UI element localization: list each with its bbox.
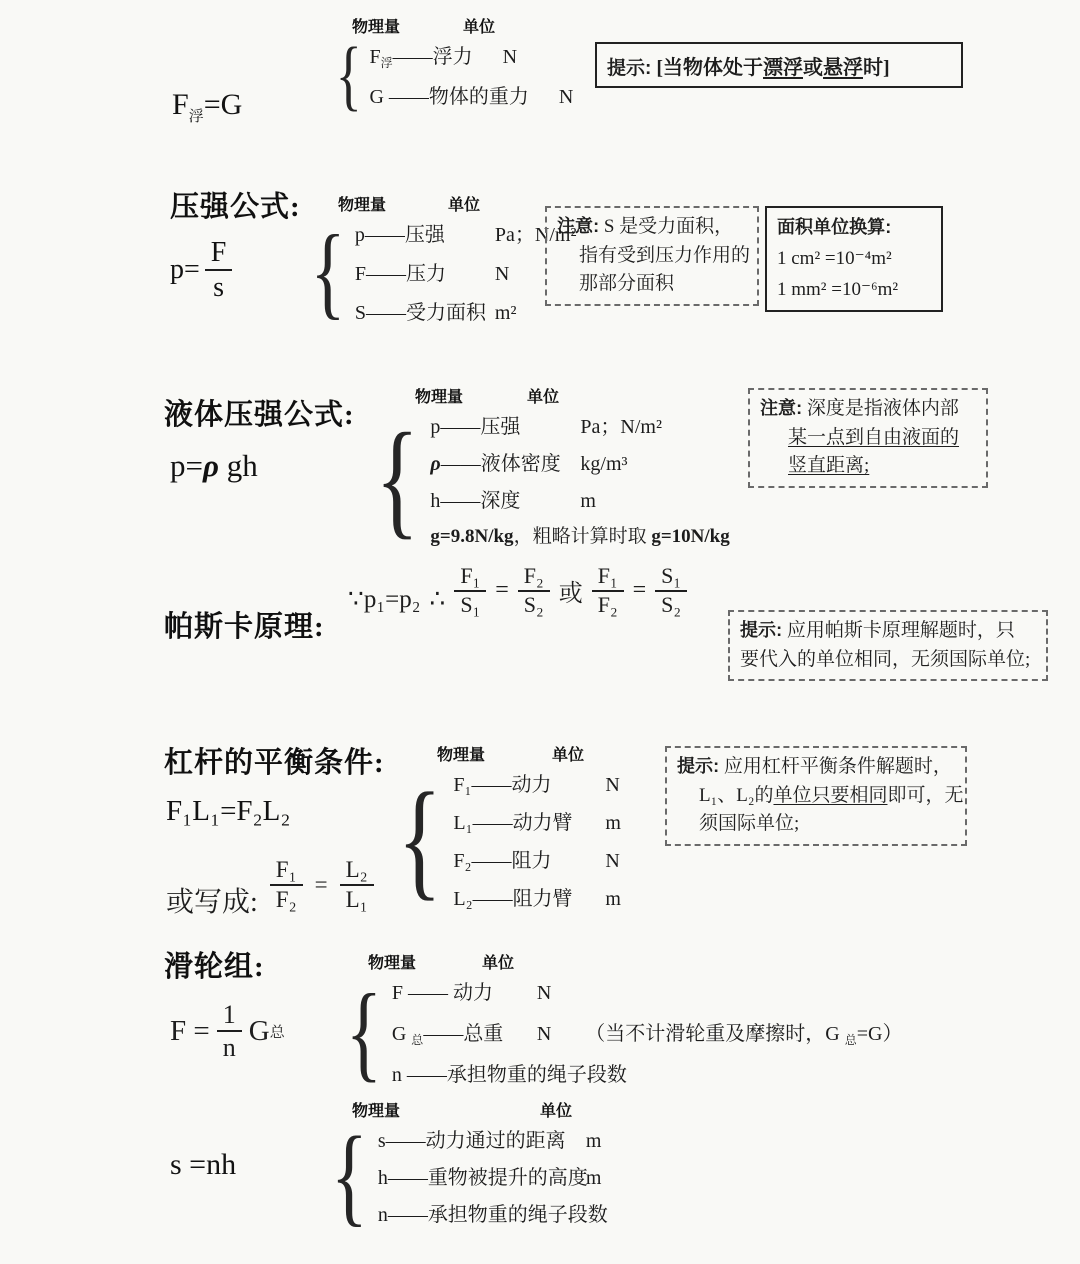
lever-formula: F₁L₁=F₂L₂ (166, 795, 291, 827)
unit-value: m (605, 888, 621, 910)
vars-header (303, 192, 576, 215)
note-label: 注意: (557, 216, 600, 236)
vars-header (330, 14, 573, 37)
unit-value: N (494, 263, 510, 285)
buoyancy-formula: $F_浮=G$ (172, 88, 243, 125)
var-row: F₁——动力 N (453, 774, 620, 796)
fraction: $\frac{\text{F₁}}{\text{F₂}}$ (592, 564, 624, 617)
lever-tip-box: 提示: 应用杠杆平衡条件解题时， L₁、L₂的单位只要相同即可，无 须国际单位; (665, 746, 967, 846)
pressure-note-box: 注意: S 是受力面积， 指有受到压力作用的 那部分面积 (545, 206, 759, 306)
var-row: F₂——阻力 N (453, 850, 620, 872)
unit-value: kg/m³ (580, 453, 628, 475)
rope-vars-block (323, 1098, 608, 1236)
pressure-vars-block (303, 192, 577, 329)
vars-header (338, 950, 903, 973)
unit-value: N (536, 982, 552, 1004)
unit-header: 单位 (527, 389, 560, 406)
qty-header: 物理量 (368, 955, 417, 972)
unit-header: 单位 (540, 1103, 573, 1120)
var-row: s——动力通过的距离 m (377, 1130, 602, 1152)
var-row: G $_总$——总重 N （当不计滑轮重及摩擦时，G $_总$=G） (392, 1017, 903, 1048)
curly-brace: { (397, 765, 442, 913)
curly-brace: { (310, 213, 346, 329)
conversion-row: 1 mm² =10⁻⁶m² (777, 279, 899, 301)
var-row: S——受力面积 m² (354, 302, 517, 324)
var-row: h——深度 m (430, 490, 596, 512)
unit-header: 单位 (463, 19, 496, 36)
var-row: L₂——阻力臂 m (453, 888, 621, 910)
unit-header: 单位 (552, 747, 585, 764)
pressure-formula: p= $\frac{F}{s}$ (170, 237, 232, 304)
unit-header: 单位 (482, 955, 515, 972)
unit-value: m (585, 1130, 602, 1152)
unit-value: N (605, 774, 620, 796)
var-row: F——压力 N (354, 263, 510, 285)
qty-header: 物理量 (352, 19, 401, 36)
unit-value: m² (494, 302, 517, 324)
therefore-sign: ∴ (429, 585, 446, 613)
liquid-pressure-formula: p=ρ gh (170, 448, 258, 483)
curly-brace: { (335, 31, 362, 119)
fraction: $\frac{\text{F₂}}{\text{S₂}}$ (518, 564, 550, 617)
liquid-pressure-section-title: 液体压强公式: (164, 399, 355, 431)
pascal-tip-box: 提示: 应用帕斯卡原理解题时，只 要代入的单位相同，无须国际单位; (728, 610, 1048, 681)
note-label: 注意: (760, 398, 803, 418)
qty-header: 物理量 (338, 197, 387, 214)
tip-label: 提示: (740, 620, 783, 640)
var-row: n ——承担物重的绳子段数 (391, 1064, 627, 1086)
fraction: $\frac{\text{F₁}}{\text{F₂}}$ (270, 857, 303, 913)
qty-header: 物理量 (415, 389, 464, 406)
var-row: F —— 动力 N (391, 982, 552, 1004)
var-row: $F_浮——$浮力 N (369, 46, 518, 70)
curly-brace: { (330, 1114, 368, 1236)
var-row: ρ——液体密度 kg/m³ (430, 453, 628, 475)
conversion-row: 1 cm² =10⁻⁴m² (777, 247, 892, 269)
unit-value: m (580, 490, 596, 512)
pascal-formula: ∵p₁=p₂ ∴ $\frac{\text{F₁}}{\text{S₁}}$ = $\frac{\text{F₂}}{\text{S₂}}$ 或 $\frac{\text{F₁}}{\text{F₂}}$ = $\frac{\text{S₁}}{\text{S₂}}$ (348, 564, 687, 617)
unit-header: 单位 (448, 197, 481, 214)
vars-header (366, 384, 730, 407)
lever-vars-block (388, 742, 621, 911)
lever-section-title: 杠杆的平衡条件: (164, 747, 385, 779)
or-written-as-label: 或写成: (166, 887, 258, 918)
var-row: L₁——动力臂 m (453, 812, 621, 834)
fraction: $\frac{F}{s}$ (205, 237, 233, 304)
buoyancy-tip-box: 提示: [当物体处于漂浮或悬浮时] (595, 42, 963, 88)
qty-header: 物理量 (352, 1103, 401, 1120)
var-row: p——压强 Pa；N/m² (430, 410, 729, 439)
gravity-constant-note: g=9.8N/kg，粗略计算时取 g=10N/kg (430, 526, 730, 547)
var-row: p——压强 Pa；N/m² (355, 218, 577, 247)
qty-header: 物理量 (437, 747, 486, 764)
lever-alt-formula: 或写成: $\frac{\text{F₁}}{\text{F₂}}$ = $\frac{\text{L₂}}{\text{L₁}}$ (166, 850, 374, 920)
liquid-note-box: 注意: 深度是指液体内部 某一点到自由液面的 竖直距离; (748, 388, 988, 488)
curly-brace: { (345, 972, 383, 1092)
curly-brace: { (375, 406, 420, 551)
because-clause: ∵p₁=p₂ (348, 585, 421, 613)
or-word: 或 (558, 581, 583, 608)
unit-value: N (558, 86, 574, 108)
pulley-condition-note: （当不计滑轮重及摩擦时，G $_总$=G） (585, 1023, 903, 1047)
tip-label: 提示: (677, 756, 720, 776)
rope-distance-formula: s =nh (170, 1148, 237, 1181)
fraction: $\frac{\text{F₁}}{\text{S₁}}$ (454, 564, 486, 617)
var-row: h——重物被提升的高度 m (377, 1167, 602, 1189)
pulley-section-title: 滑轮组: (164, 951, 265, 983)
unit-value: N (605, 850, 620, 872)
pressure-section-title: 压强公式: (170, 191, 301, 223)
unit-value: m (585, 1167, 602, 1189)
var-row: n——承担物重的绳子段数 (377, 1204, 608, 1226)
unit-value: N (502, 46, 518, 68)
unit-value: m (605, 812, 621, 834)
pascal-section-title: 帕斯卡原理: (164, 611, 325, 643)
unit-value: N (536, 1023, 552, 1045)
fraction: $\frac{1}{n}$ (217, 1000, 242, 1062)
fraction: $\frac{\text{L₂}}{\text{L₁}}$ (340, 857, 374, 913)
pulley-formula: F = $\frac{1}{n}$ G 总 (170, 1000, 285, 1063)
fraction: $\frac{\text{S₁}}{\text{S₂}}$ (655, 564, 687, 617)
pulley-vars-block (338, 950, 903, 1092)
var-row: G ——物体的重力 N (369, 86, 574, 108)
unit-value: Pa；N/m² (494, 224, 577, 246)
buoyancy-vars-block (330, 14, 574, 119)
vars-header (388, 742, 621, 765)
liquid-vars-block (366, 384, 730, 551)
conversion-title: 面积单位换算: (777, 217, 892, 237)
area-conversion-box (765, 206, 943, 312)
unit-value: Pa；N/m² (580, 416, 662, 438)
tip-label: 提示: (607, 57, 652, 79)
